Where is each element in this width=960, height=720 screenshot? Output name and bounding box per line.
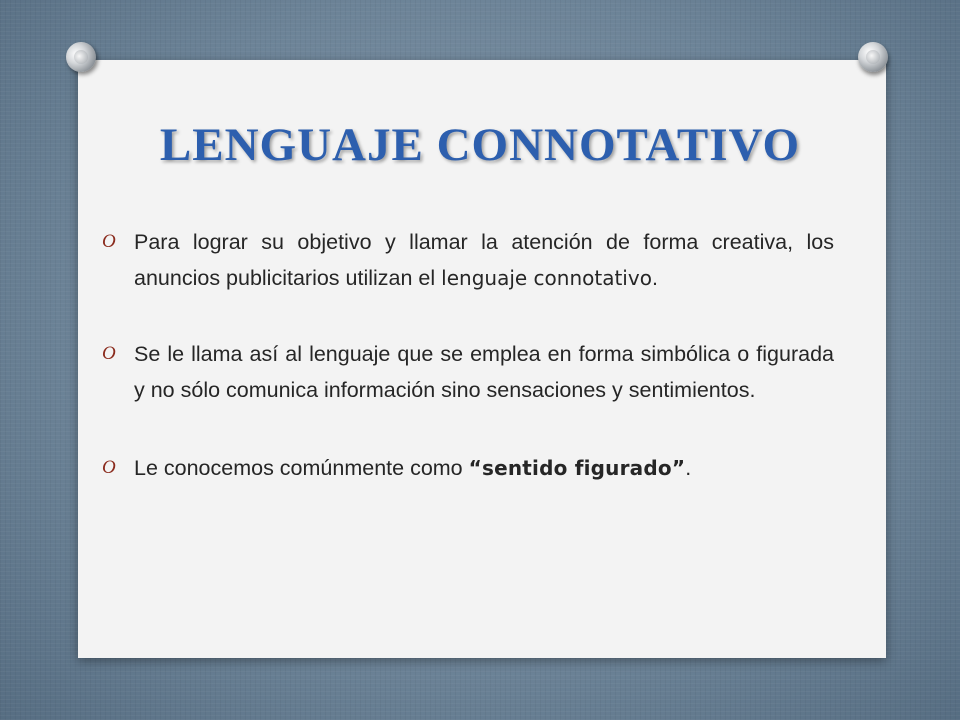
bullet-item	[100, 336, 834, 408]
bullet-text: Se le llama así al lenguaje que se emplea en forma simbólica o figurada y no sólo comunica información sino sensaciones y sentimientos.	[134, 342, 834, 402]
bullet-text: Para lograr su objetivo y llamar la atención de forma creativa, los anuncios publicitarios utilizan el	[134, 230, 834, 290]
bullet-item	[100, 224, 834, 296]
bullet-list	[100, 224, 834, 486]
bullet-emphasis: lenguaje connotativo	[441, 266, 652, 290]
pushpin-icon	[858, 42, 888, 72]
bullet-marker: O	[102, 231, 116, 252]
bullet-text: Le conocemos comúnmente como	[134, 456, 469, 480]
bullet-emphasis: “sentido figurado”	[468, 456, 686, 480]
slide-title: LENGUAJE CONNOTATIVO	[159, 119, 801, 171]
bullet-marker: O	[102, 343, 116, 364]
bullet-text-end: .	[651, 266, 658, 290]
bullet-marker: O	[102, 457, 116, 478]
bullet-item	[100, 450, 834, 486]
bullet-text-end: .	[685, 456, 692, 480]
